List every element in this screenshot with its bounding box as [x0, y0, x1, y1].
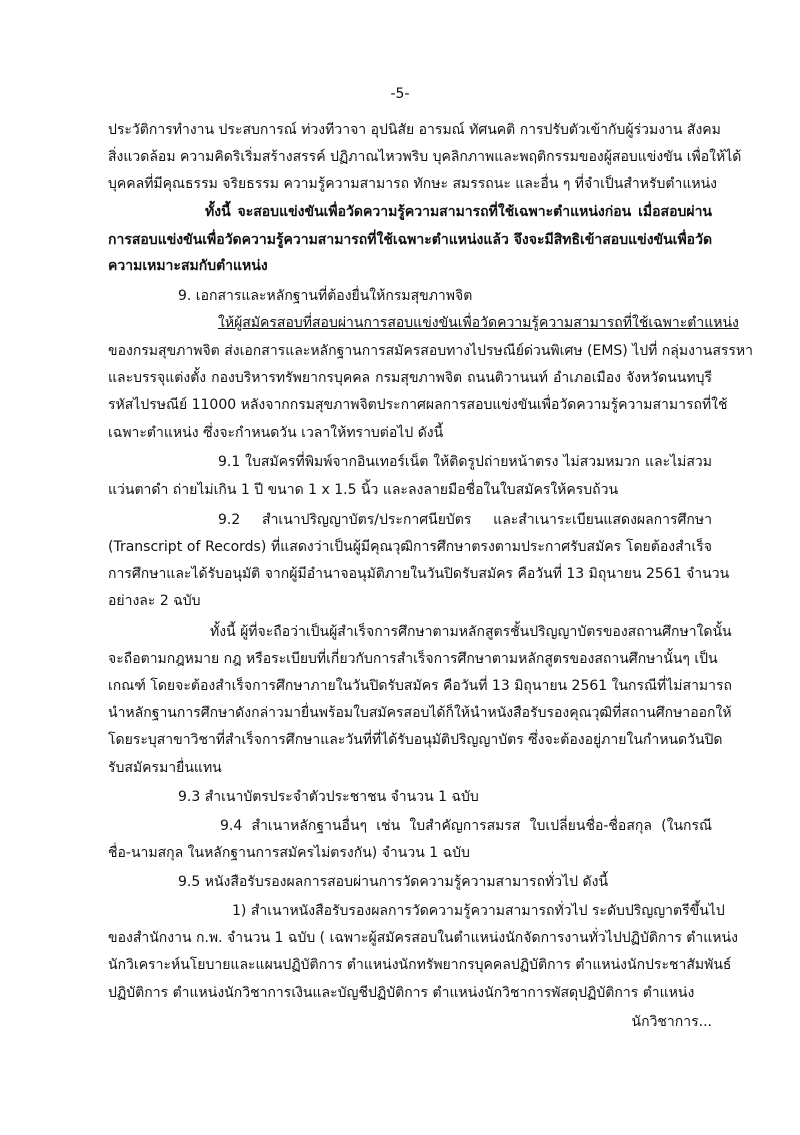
text-line: ทั้งนี้ ผู้ที่จะถือว่าเป็นผู้สำเร็จการศึกษาตามหลักสูตรชั้นปริญญาบัตรของสถานศึกษาใดนั้น	[210, 624, 732, 640]
text-line: การศึกษาและได้รับอนุมัติ จากผู้มีอำนาจอนุมัติภายในวันปิดรับสมัคร คือวันที่ 13 มิถุนายน 2561 จำนวน	[108, 566, 730, 582]
text-line: สิ่งแวดล้อม ความคิดริเริ่มสร้างสรรค์ ปฏิภาณไหวพริบ บุคลิกภาพและพฤติกรรมของผู้สอบแข่งขัน เพื่อให้ได้	[108, 149, 742, 165]
text-line: ให้ผู้สมัครสอบที่สอบผ่านการสอบแข่งขันเพื่อวัดความรู้ความสามารถที่ใช้เฉพาะตำแหน่ง	[218, 315, 739, 331]
text-line: ปฏิบัติการ ตำแหน่งนักวิชาการเงินและบัญชีปฏิบัติการ ตำแหน่งนักวิชาการพัสดุปฏิบัติการ ตำแหน่ง	[108, 985, 695, 1001]
text-line: การสอบแข่งขันเพื่อวัดความรู้ความสามารถที่ใช้เฉพาะตำแหน่งแล้ว จึงจะมีสิทธิเข้าสอบแข่งขันเพื่อวัด	[108, 232, 713, 248]
text-line: ของกรมสุขภาพจิต ส่งเอกสารและหลักฐานการสมัครสอบทางไปรษณีย์ด่วนพิเศษ (EMS) ไปที่ กลุ่มงานสรรหา	[108, 343, 754, 359]
text-line: ชื่อ-นามสกุล ในหลักฐานการสมัครไม่ตรงกัน) จำนวน 1 ฉบับ	[108, 845, 470, 861]
text-line: 9.3 สำเนาบัตรประจำตัวประชาชน จำนวน 1 ฉบับ	[178, 789, 479, 805]
text-line: ประวัติการทำงาน ประสบการณ์ ท่วงทีวาจา อุปนิสัย อารมณ์ ทัศนคติ การปรับตัวเข้ากับผู้ร่วมงาน สังคม	[108, 122, 721, 138]
text-line: รับสมัครมายื่นแทน	[108, 760, 222, 776]
text-line: 9.5 หนังสือรับรองผลการสอบผ่านการวัดความรู้ความสามารถทั่วไป ดังนี้	[178, 874, 609, 890]
text-line: นักวิชาการ...	[631, 1014, 712, 1030]
text-line: ทั้งนี้ จะสอบแข่งขันเพื่อวัดความรู้ความสามารถที่ใช้เฉพาะตำแหน่งก่อน เมื่อสอบผ่าน	[205, 204, 712, 220]
text-line: ของสำนักงาน ก.พ. จำนวน 1 ฉบับ ( เฉพาะผู้สมัครสอบในตำแหน่งนักจัดการงานทั่วไปปฏิบัติการ ตำแหน่ง	[108, 930, 738, 946]
text-line: นำหลักฐานการศึกษาดังกล่าวมายื่นพร้อมใบสมัครสอบได้ก็ให้นำหนังสือรับรองคุณวุฒิที่สถานศึกษาออกให้	[108, 705, 732, 721]
text-line: เฉพาะตำแหน่ง ซึ่งจะกำหนดวัน เวลาให้ทราบต่อไป ดังนี้	[108, 425, 444, 441]
text-line: รหัสไปรษณีย์ 11000 หลังจากกรมสุขภาพจิตประกาศผลการสอบแข่งขันเพื่อวัดความรู้ความสามารถที่ใช้	[108, 397, 728, 413]
text-line: บุคคลที่มีคุณธรรม จริยธรรม ความรู้ความสามารถ ทักษะ สมรรถนะ และอื่น ๆ ที่จำเป็นสำหรับตำแหน่ง	[108, 176, 717, 192]
text-line: 9.2 สำเนาปริญญาบัตร/ประกาศนียบัตร และสำเนาระเบียนแสดงผลการศึกษา	[218, 512, 712, 528]
text-line: 1) สำเนาหนังสือรับรองผลการวัดความรู้ความสามารถทั่วไป ระดับปริญญาตรีขึ้นไป	[232, 903, 725, 919]
text-line: 9.4 สำเนาหลักฐานอื่นๆ เช่น ใบสำคัญการสมรส ใบเปลี่ยนชื่อ-ชื่อสกุล (ในกรณี	[220, 818, 712, 834]
text-line: เกณฑ์ โดยจะต้องสำเร็จการศึกษาภายในวันปิดรับสมัคร คือวันที่ 13 มิถุนายน 2561 ในกรณีที่ไม่สามารถ	[108, 678, 733, 694]
text-line: อย่างละ 2 ฉบับ	[108, 593, 201, 609]
text-line: 9.1 ใบสมัครที่พิมพ์จากอินเทอร์เน็ต ให้ติดรูปถ่ายหน้าตรง ไม่สวมหมวก และไม่สวม	[218, 454, 712, 470]
text-line: ความเหมาะสมกับตำแหน่ง	[108, 258, 268, 274]
text-line: นักวิเคราะห์นโยบายและแผนปฏิบัติการ ตำแหน่งนักทรัพยากรบุคคลปฏิบัติการ ตำแหน่งนักประชาสัมพันธ์	[108, 957, 732, 973]
section-heading: 9. เอกสารและหลักฐานที่ต้องยื่นให้กรมสุขภาพจิต	[178, 288, 473, 304]
text-line: แว่นตาดำ ถ่ายไม่เกิน 1 ปี ขนาด 1 x 1.5 นิ้ว และลงลายมือชื่อในใบสมัครให้ครบถ้วน	[108, 482, 619, 498]
text-line: และบรรจุแต่งตั้ง กองบริหารทรัพยากรบุคคล กรมสุขภาพจิต ถนนติวานนท์ อำเภอเมือง จังหวัดนนทบุรี	[108, 370, 712, 386]
page-number: -5-	[390, 86, 410, 102]
text-line: จะถือตามกฎหมาย กฎ หรือระเบียบที่เกี่ยวกับการสำเร็จการศึกษาตามหลักสูตรของสถานศึกษานั้นๆ เป็น	[108, 651, 718, 667]
text-line: (Transcript of Records) ที่แสดงว่าเป็นผู้มีคุณวุฒิการศึกษาตรงตามประกาศรับสมัคร โดยต้องสำเร็จ	[108, 539, 712, 555]
text-line: โดยระบุสาขาวิชาที่สำเร็จการศึกษาและวันที่ที่ได้รับอนุมัติปริญญาบัตร ซึ่งจะต้องอยู่ภายในกำหนดวันปิด	[108, 732, 723, 748]
